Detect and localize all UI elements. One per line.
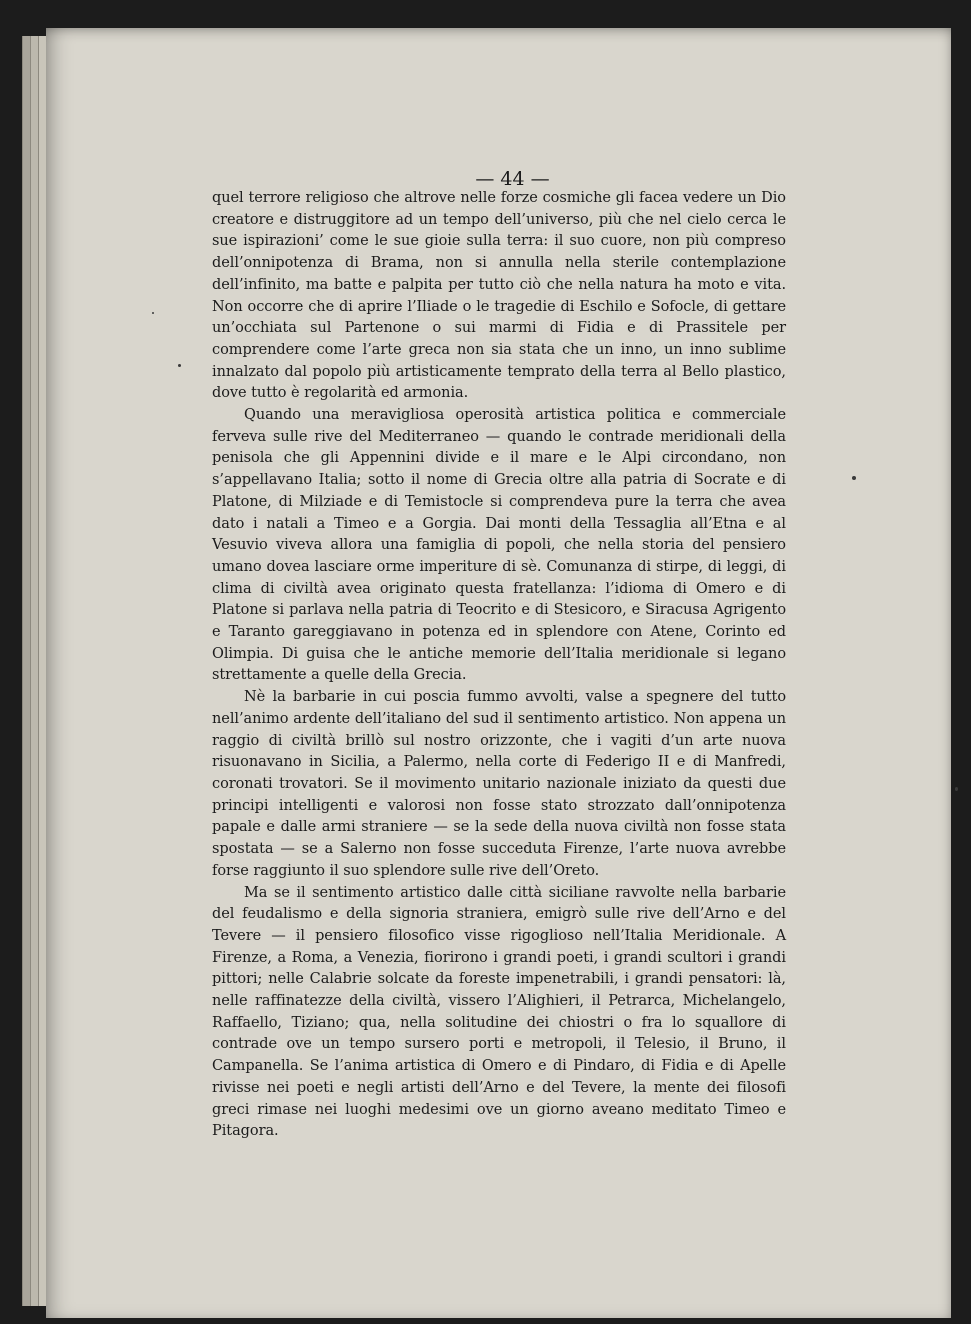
paragraph-4: Ma se il sentimento artistico dalle città siciliane ravvolte nella barbarie del feudalismo e della signoria straniera, emigrò sulle rive dell’Arno e del Tevere — il pensiero filosofico visse rigoglioso nell’Italia Meridionale. A Firenze, a Roma, a Venezia, fiorirono i grandi poeti, i grandi scultori i grandi pittori; nelle Calabrie solcate da foreste impenetrabili, i grandi pensatori: là, nelle raffinatezze della civiltà, vissero l’Alighieri, il Petrarca, Michelangelo, Raffaello, Tiziano; qua, nella solitudine dei chiostri o fra lo squallore di contrade ove un tempo sursero porti e metropoli, il Telesio, il Bruno, il Campanella. Se l’anima artistica di Omero e di Pindaro, di Fidia e di Apelle rivisse nei poeti e negli artisti dell’Arno e del Tevere, la mente dei filosofi greci rimase nei luoghi medesimi ove un giorno aveano meditato Timeo e Pitagora. [212,884,786,1140]
paragraph-1: quel terrore religioso che altrove nelle forze cosmiche gli facea vedere un Dio creatore e distruggitore ad un tempo dell’universo, più che nel cielo cerca le sue ispirazioni’ come le sue gioie sulla terra: il suo cuore, non più compreso dell’onnipotenza di Brama, non si annulla nella sterile contemplazione dell’infinito, ma batte e palpita per tutto ciò che nella natura ha moto e vita. Non occorre che di aprire l’Iliade o le tragedie di Eschilo e Sofocle, di gettare un’occhiata sul Partenone o sui marmi di Fidia e di Prassitele per comprendere come l’arte greca non sia stata che un inno, un inno sublime innalzato dal popolo più artisticamente temprato della terra al Bello plastico, dove tutto è regolarità ed armonia. [212,190,786,402]
print-speck [152,312,154,314]
paragraph-3: Nè la barbarie in cui poscia fummo avvolti, valse a spegnere del tutto nell’animo ardente dell’italiano del sud il sentimento artistico. Non appena un raggio di civiltà brillò sul nostro orizzonte, che i vagiti d’un arte nuova risuonavano in Sicilia, a Palermo, nella corte di Federigo II e di Manfredi, coronati trovatori. Se il movimento unitario nazionale iniziato da questi due principi intelligenti e valorosi non fosse stato strozzato dall’onnipotenza papale e dalle armi straniere — se la sede della nuova civiltà non fosse stata spostata — se a Salerno non fosse succeduta Firenze, l’arte nuova avrebbe forse raggiunto il suo splendore sulle rive dell’Oreto. [212,689,786,879]
print-speck [178,364,181,367]
print-speck [955,787,958,791]
paragraph-2: Quando una meravigliosa operosità artistica politica e commerciale ferveva sulle rive del Mediterraneo — quando le contrade meridionali della penisola che gli Appennini divide e il mare e le Alpi circondano, non s’appellavano Italia; sotto il nome di Grecia oltre alla patria di Socrate e di Platone, di Milziade e di Temistocle si comprendeva pure la terra che avea dato i natali a Timeo e a Gorgia. Dai monti della Tessaglia all’Etna e al Vesuvio viveva allora una famiglia di popoli, che nella storia del pensiero umano dovea lasciare orme imperiture di sè. Comunanza di stirpe, di leggi, di clima di civiltà avea originato questa fratellanza: l’idioma di Omero e di Platone si parlava nella patria di Teocrito e di Stesicoro, e Siracusa Agrigento e Taranto gareggiavano in potenza ed in splendore con Atene, Corinto ed Olimpia. Di guisa che le antiche memorie dell’Italia meridionale si legano strettamente a quelle della Grecia. [212,407,786,684]
page-body-text [212,188,786,1143]
print-speck [852,476,856,480]
page-number: — 44 — [475,168,550,190]
